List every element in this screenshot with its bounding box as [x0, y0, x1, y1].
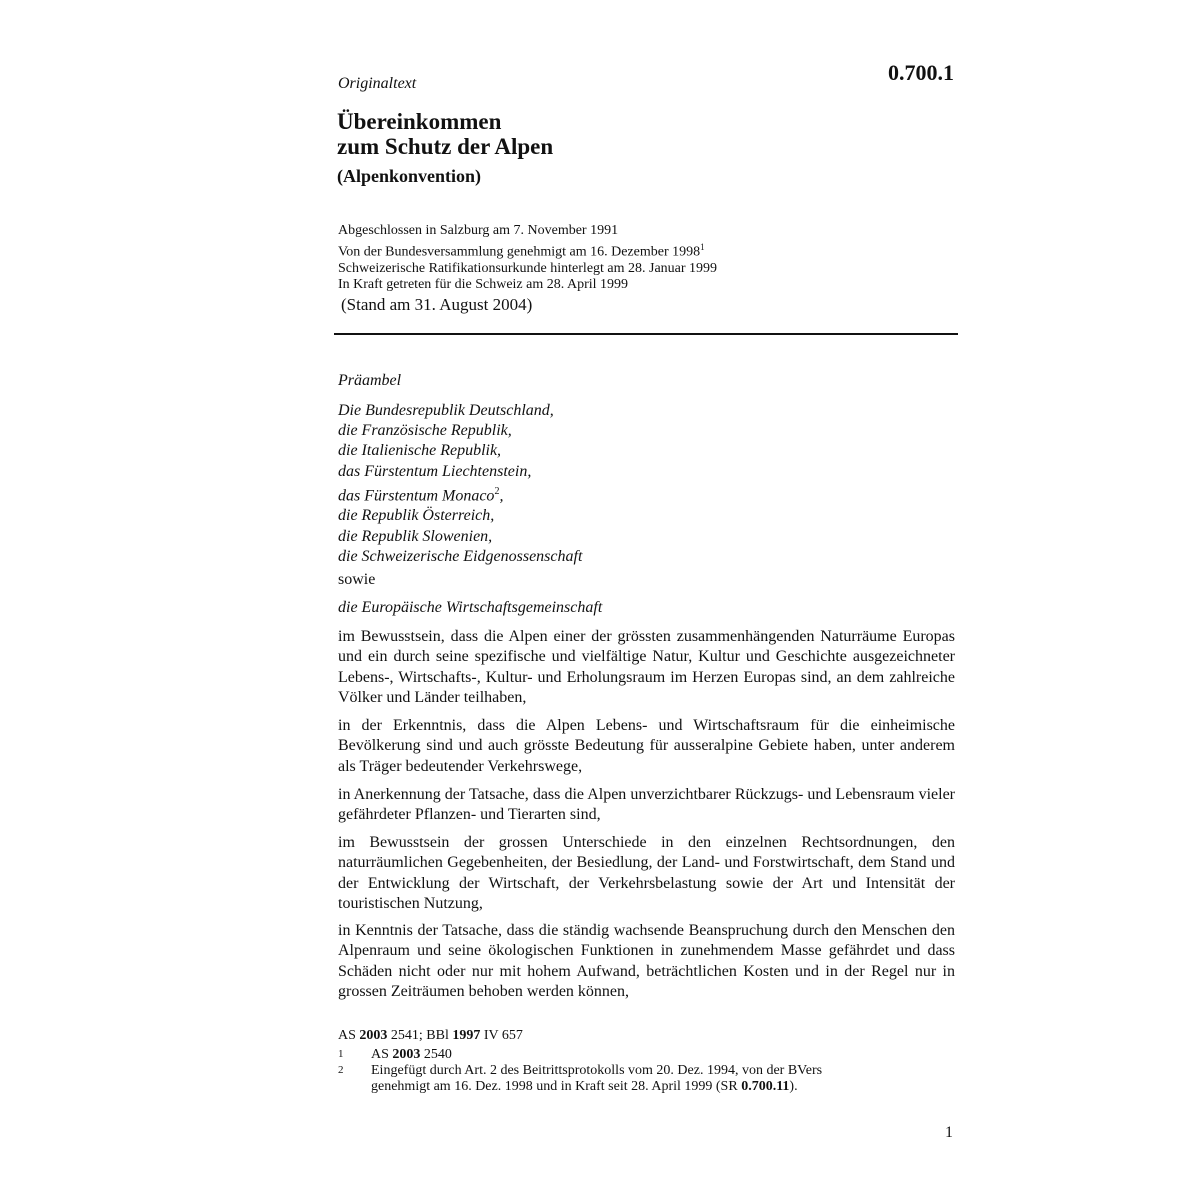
party-item: das Fürstentum Liechtenstein, — [338, 462, 532, 480]
preamble-paragraph-4: im Bewusstsein der grossen Unterschiede in den einzelnen Rechtsordnungen, den naturräumlichen Gegebenheiten, der Besiedlung, der Land- und Forstwirtschaft, dem Stand und der Entwicklung der Wirtschaft, der Verkehrsbelastung sowie der Art und Intensität der touristischen Nutzung, — [338, 834, 955, 912]
party-item: die Republik Slowenien, — [338, 527, 493, 545]
title-line-2: zum Schutz der Alpen — [337, 134, 554, 159]
sr-number: 0.700.1 — [888, 60, 954, 85]
footnote-text: AS 2003 2540 — [371, 1047, 452, 1062]
sowie-text: sowie — [338, 571, 376, 588]
party-item: die Französische Republik, — [338, 422, 512, 440]
meta-in-force: In Kraft getreten für die Schweiz am 28. April 1999 — [338, 276, 629, 292]
originaltext-label: Originaltext — [338, 75, 417, 92]
title-line-1: Übereinkommen — [337, 109, 502, 134]
footnote-line: genehmigt am 16. Dez. 1998 und in Kraft seit 28. April 1999 (SR 0.700.11). — [371, 1078, 798, 1094]
meta-approved: Von der Bundesversammlung genehmigt am 16. Dezember 1998$^1$ — [338, 242, 705, 260]
party-item: Die Bundesrepublik Deutschland, — [338, 402, 554, 419]
footnote-ref-2[interactable]: 2 — [494, 485, 500, 497]
preamble-paragraph-3: in Anerkennung der Tatsache, dass die Alpen unverzichtbarer Rückzugs- und Lebensraum vieler gefährdeter Pflanzen- und Tierarten sind, — [338, 786, 955, 824]
preamble-paragraph-5: in Kenntnis der Tatsache, dass die ständig wachsende Beanspruchung durch den Menschen den Alpenraum und seine ökologischen Funktionen in zunehmendem Masse gefährdet und dass Schäden nicht oder nur mit hohem Aufwand, beträchtlichen Kosten und in der Regel nur in grossen Zeiträumen behoben werden können, — [338, 922, 955, 1000]
party-item: die Italienische Republik, — [338, 442, 502, 460]
party-item: das Fürstentum Monaco$^2$, — [338, 485, 504, 505]
preamble-paragraph-1: im Bewusstsein, dass die Alpen einer der grössten zusammenhängenden Naturräume Europas und ein durch seine spezifische und vielfältige Natur, Kultur und Geschichte ausgezeichneter Lebens-, Wirtschafts-, Kultur- und Erholungsraum im Herzen Europas sind, an dem zahlreiche Völker und Länder teilhaben, — [338, 628, 955, 706]
as-reference: AS 2003 2541; BBl 1997 IV 657 — [338, 1028, 523, 1043]
document-title — [337, 109, 553, 159]
parties-list — [338, 401, 582, 567]
document-subtitle: (Alpenkonvention) — [337, 166, 482, 186]
meta-ratified: Schweizerische Ratifikationsurkunde hinterlegt am 28. Januar 1999 — [338, 260, 718, 276]
preamble-heading: Präambel — [338, 372, 402, 389]
party-item: die Republik Österreich, — [338, 507, 495, 525]
footnote-number: 2 — [338, 1064, 344, 1076]
meta-block — [338, 223, 717, 293]
footnote-2 — [338, 1063, 822, 1094]
page-number: 1 — [945, 1124, 953, 1141]
meta-concluded: Abgeschlossen in Salzburg am 7. November 1991 — [338, 223, 619, 238]
status-date: (Stand am 31. August 2004) — [341, 295, 533, 314]
preamble-paragraph-2: in der Erkenntnis, dass die Alpen Lebens- und Wirtschaftsraum für die einheimische Bevölkerung sind und auch grösste Bedeutung für ausseralpine Gebiete haben, unter anderem als Träger bedeutender Verkehrswege, — [338, 717, 955, 775]
footnote-line: 2 Eingefügt durch Art. 2 des Beitrittsprotokolls vom 20. Dez. 1994, von der BVers — [338, 1063, 823, 1078]
eu-party: die Europäische Wirtschaftsgemeinschaft — [338, 599, 603, 616]
footnote-ref-1[interactable]: 1 — [700, 242, 705, 252]
footnote-1 — [338, 1047, 452, 1062]
party-item: die Schweizerische Eidgenossenschaft — [338, 547, 583, 565]
footnote-number: 1 — [338, 1048, 344, 1060]
header-rule — [334, 333, 958, 335]
